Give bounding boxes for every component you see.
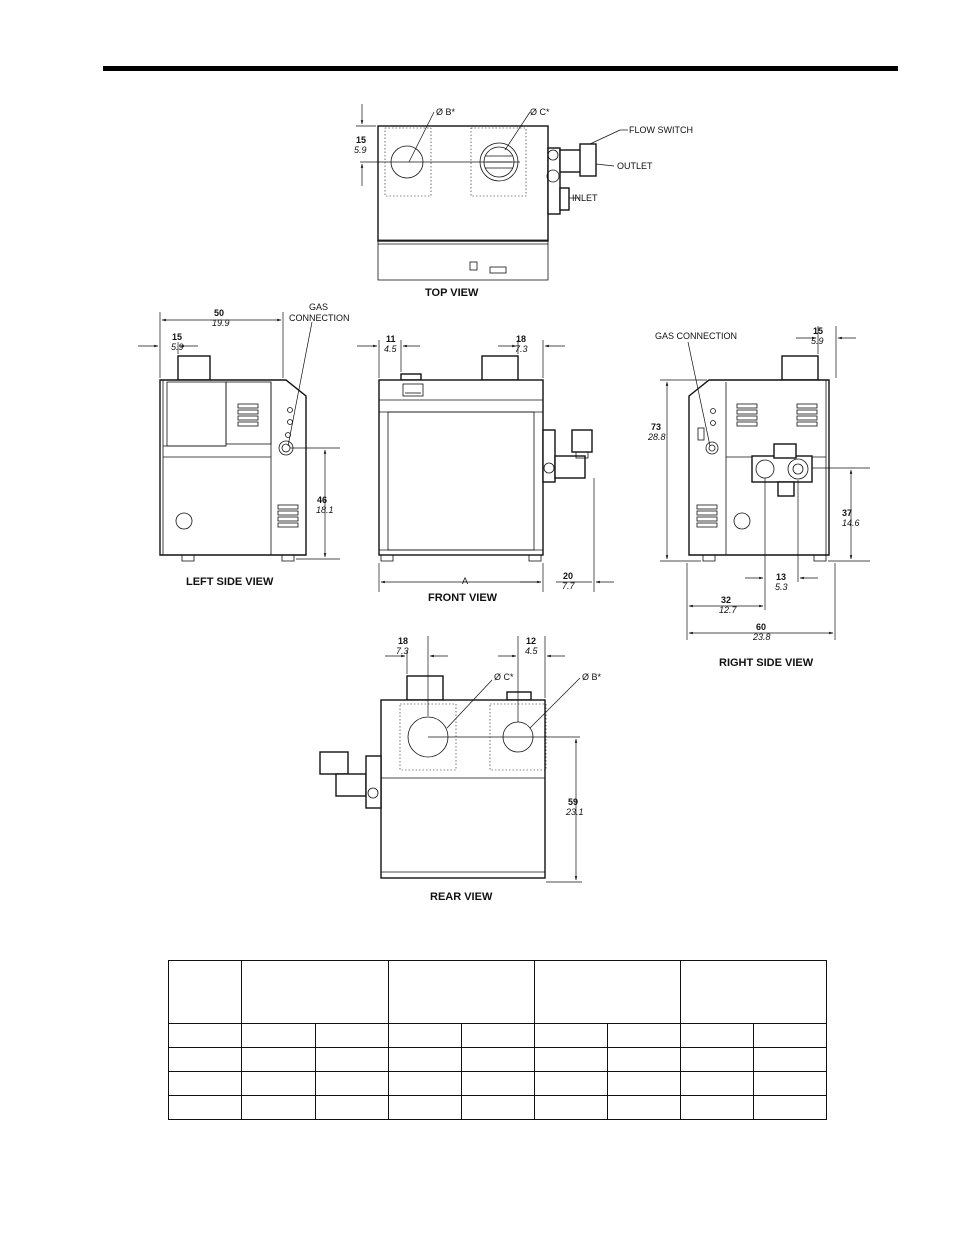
rear-label-c: Ø C* [494,672,514,682]
top-dim-mm: 15 [356,135,367,145]
table-cell [754,1072,827,1096]
left-side-view [138,302,350,588]
table-cell [389,1072,462,1096]
table-header-cell [169,961,242,1024]
table-cell [242,1072,316,1096]
dimensions-table [168,960,827,1120]
top-label-b: Ø B* [436,107,456,117]
right-d3-mm: 37 [842,508,853,518]
table-cell [242,1048,316,1072]
right-d2-in: 28.8 [648,432,666,442]
right-d1-in: 5.9 [811,336,824,346]
front-d2-mm: 18 [516,334,527,344]
table-cell [535,1048,608,1072]
front-d3-in: 7.7 [562,581,575,591]
right-d6-in: 23.8 [753,632,771,642]
right-d4-in: 5.3 [775,582,788,592]
table-cell [169,1048,242,1072]
table-cell [462,1072,535,1096]
right-gas-label: GAS CONNECTION [655,331,738,341]
left-d1-mm: 50 [214,308,225,318]
table-cell [608,1048,681,1072]
front-view-title: FRONT VIEW [428,592,498,604]
table-cell [169,1072,242,1096]
table-header-cell [535,961,681,1024]
front-d3-mm: 20 [563,571,574,581]
table-cell [462,1024,535,1048]
right-d4-mm: 13 [776,572,787,582]
left-view-title: LEFT SIDE VIEW [186,576,274,588]
rear-d3-in: 23.1 [566,807,584,817]
table-cell [608,1096,681,1120]
right-side-view [647,326,870,669]
table-cell [608,1072,681,1096]
front-view [357,334,614,604]
table-header-row [169,961,827,1024]
front-d1-mm: 11 [386,334,396,344]
right-d1-mm: 15 [813,326,824,336]
table-cell [316,1096,389,1120]
table-cell [389,1024,462,1048]
front-a-label: A [462,576,469,586]
right-d2-mm: 73 [651,422,662,432]
left-gas-line2: CONNECTION [289,313,350,323]
table-row [169,1072,827,1096]
left-d3-mm: 46 [317,495,328,505]
outlet-label: OUTLET [617,161,653,171]
right-view-title: RIGHT SIDE VIEW [719,657,814,669]
table-row [169,1096,827,1120]
table-cell [242,1024,316,1048]
table-cell [169,1024,242,1048]
table-cell [681,1048,754,1072]
rear-view-title: REAR VIEW [430,891,493,903]
table-cell [316,1024,389,1048]
table-cell [462,1096,535,1120]
table-cell [535,1024,608,1048]
table-cell [535,1072,608,1096]
front-d2-in: 7.3 [515,344,528,354]
table-header-cell [389,961,535,1024]
rear-d2-in: 4.5 [525,646,538,656]
table-cell [169,1096,242,1120]
inlet-label: INLET [572,193,598,203]
top-view [354,104,693,299]
right-d6-mm: 60 [756,622,767,632]
front-d1-in: 4.5 [384,344,397,354]
table-cell [681,1024,754,1048]
top-dim-in: 5.9 [354,145,367,155]
left-d2-mm: 15 [172,332,183,342]
left-d2-in: 5.9 [171,342,184,352]
table-row [169,1024,827,1048]
top-view-title: TOP VIEW [425,287,479,299]
table-cell [242,1096,316,1120]
left-d3-in: 18.1 [316,505,334,515]
left-gas-line1: GAS [309,302,329,312]
rear-d1-in: 7.3 [396,646,409,656]
table-cell [389,1048,462,1072]
rear-view [320,636,602,903]
table-cell [754,1048,827,1072]
table-cell [535,1096,608,1120]
table-header-cell [681,961,827,1024]
table-header-cell [242,961,389,1024]
right-d3-in: 14.6 [842,518,860,528]
table-cell [316,1072,389,1096]
left-d1-in: 19.9 [212,318,230,328]
rear-label-b: Ø B* [582,672,602,682]
table-row [169,1048,827,1072]
table-cell [681,1072,754,1096]
table-cell [681,1096,754,1120]
flow-switch-label: FLOW SWITCH [629,125,693,135]
rear-d2-mm: 12 [526,636,537,646]
table-cell [754,1096,827,1120]
table-cell [316,1048,389,1072]
rear-d1-mm: 18 [398,636,409,646]
table-cell [389,1096,462,1120]
top-label-c: Ø C* [530,107,550,117]
table-cell [754,1024,827,1048]
right-d5-mm: 32 [721,595,732,605]
right-d5-in: 12.7 [719,605,737,615]
table-cell [608,1024,681,1048]
rear-d3-mm: 59 [568,797,579,807]
table-cell [462,1048,535,1072]
